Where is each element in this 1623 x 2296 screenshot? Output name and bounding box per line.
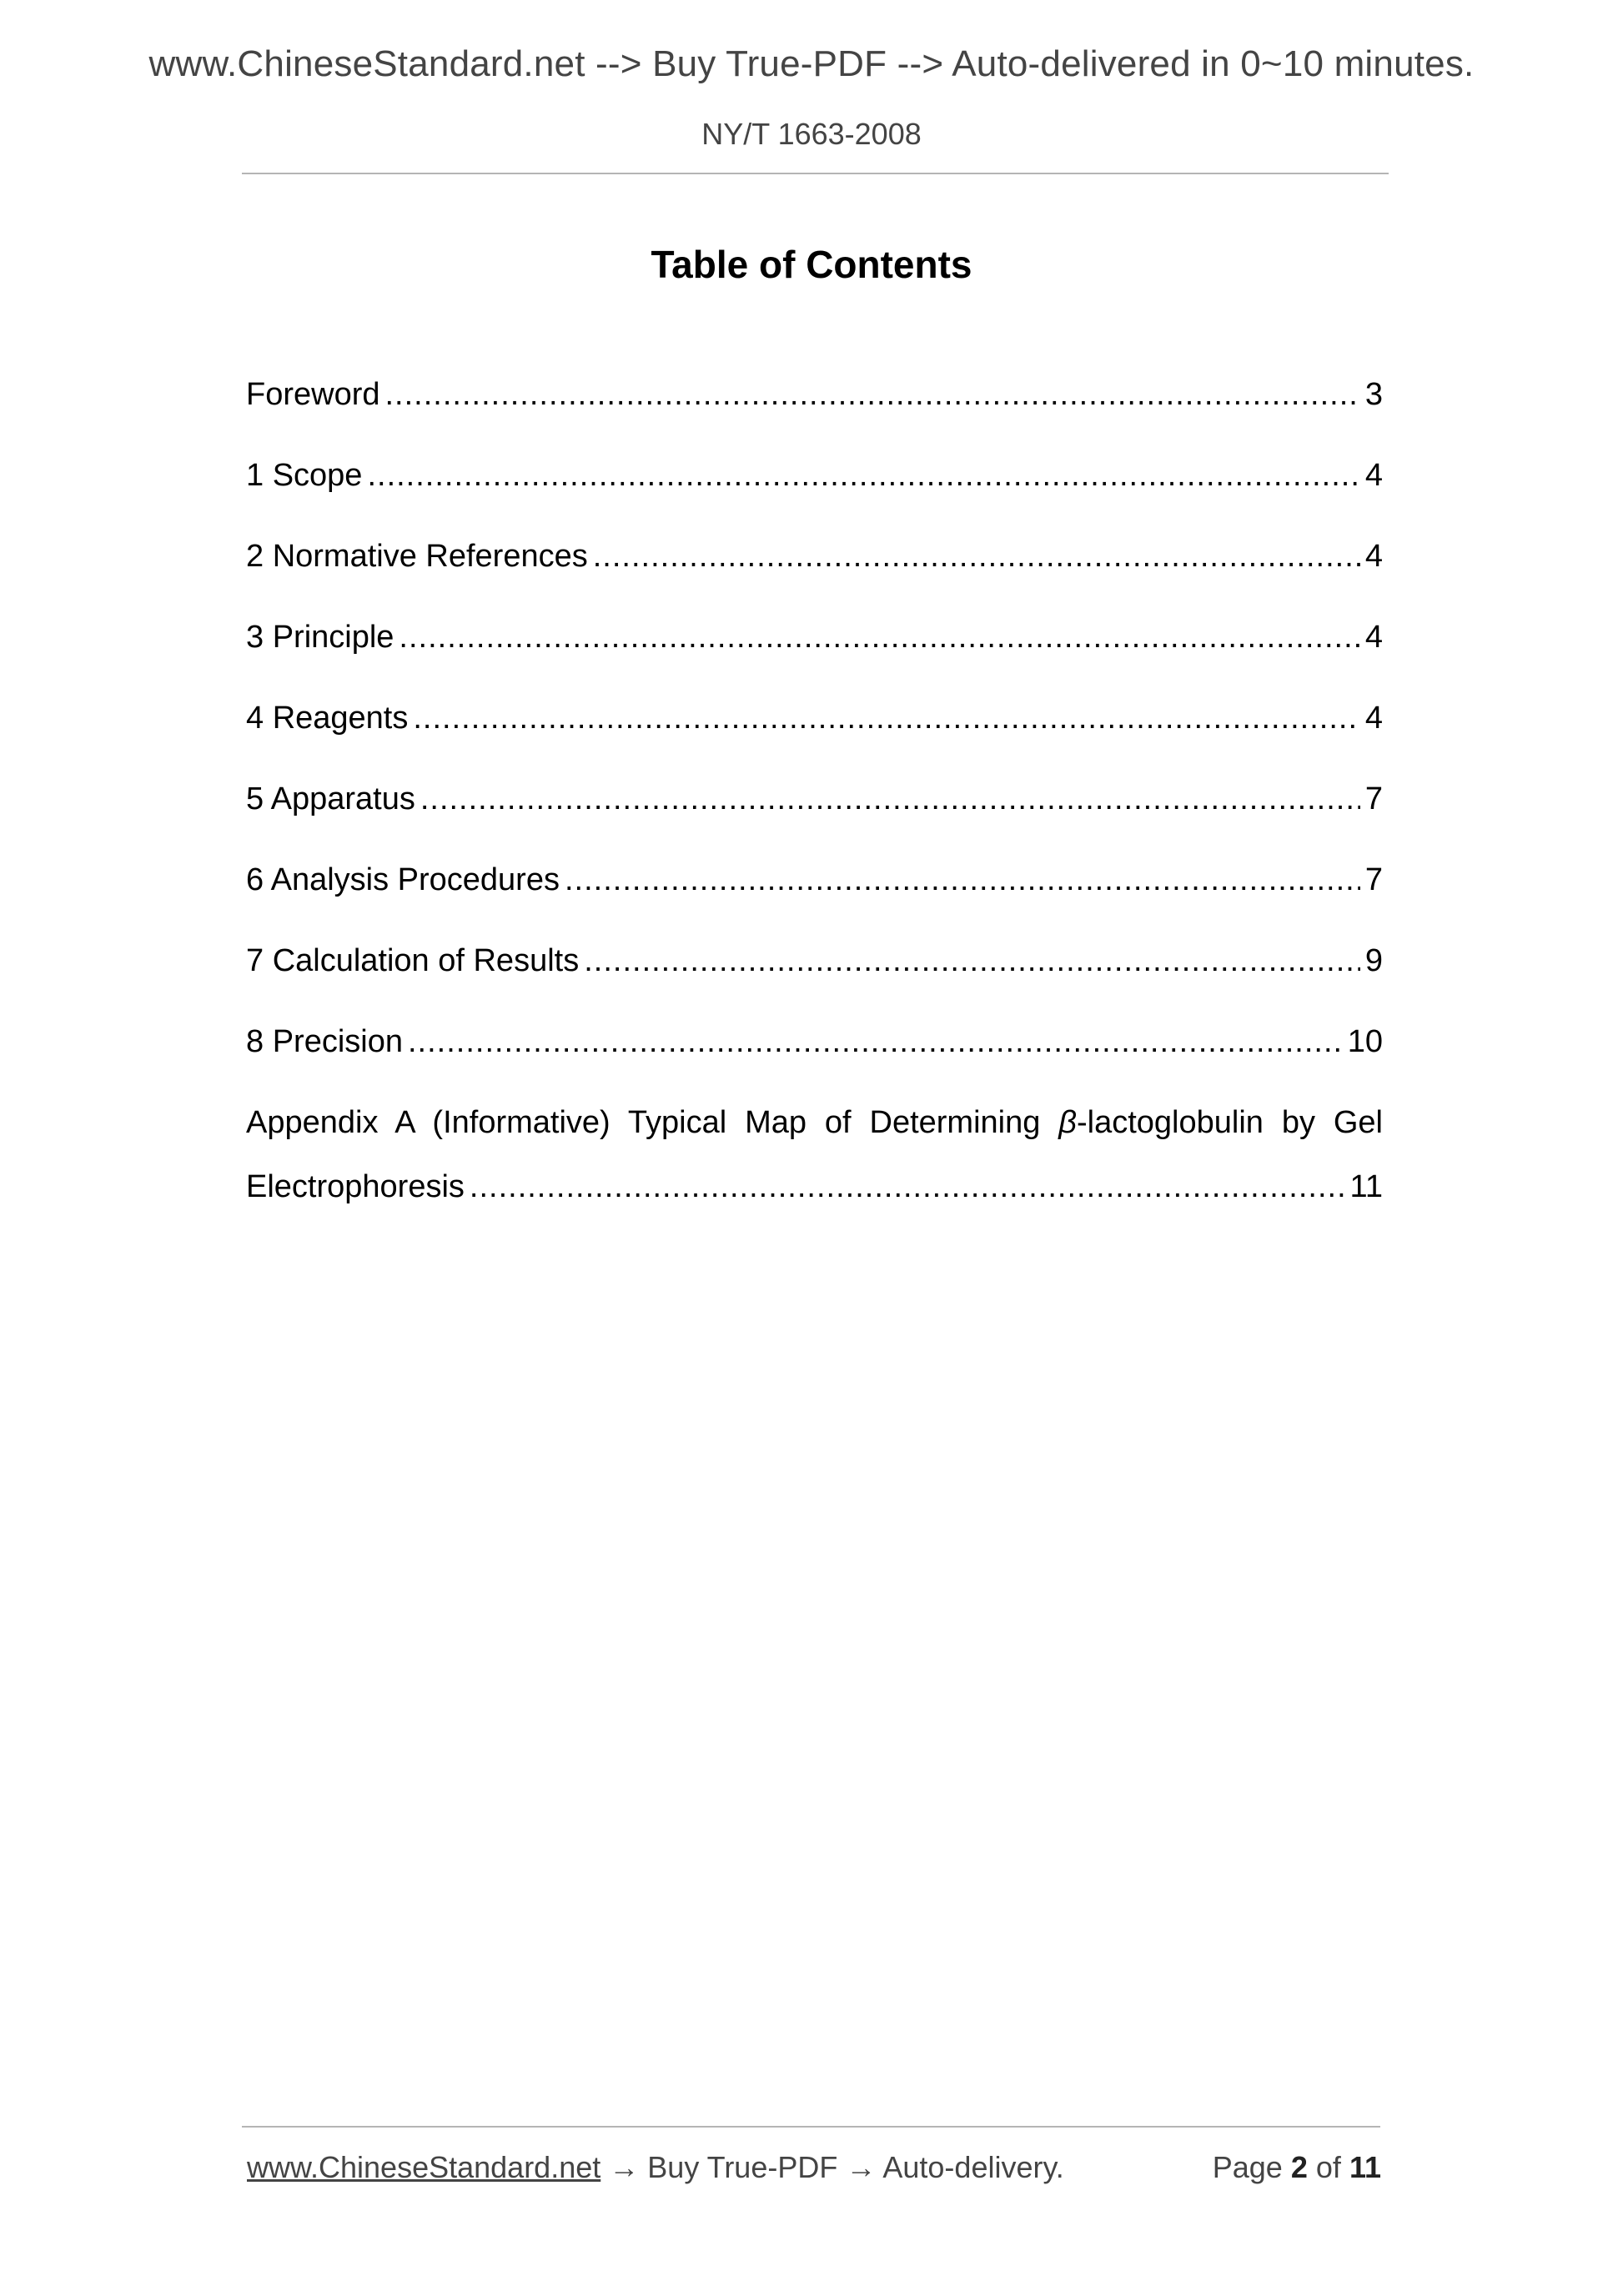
toc-title: Table of Contents bbox=[651, 243, 972, 286]
dot-leader bbox=[399, 618, 1359, 656]
footer-delivery-text: Auto-delivery. bbox=[882, 2150, 1064, 2184]
toc-entry-label: 1 Scope bbox=[246, 458, 363, 493]
toc-entry-label: 7 Calculation of Results bbox=[246, 943, 580, 978]
toc-entry-page: 7 bbox=[1364, 862, 1383, 897]
dot-leader bbox=[420, 780, 1360, 818]
dot-leader bbox=[367, 456, 1359, 495]
dot-leader bbox=[593, 537, 1360, 575]
page-word: Page bbox=[1212, 2150, 1283, 2184]
toc-entry-label: 3 Principle bbox=[246, 620, 394, 655]
appendix-title-prefix: Appendix A (Informative) Typical Map of Determining bbox=[246, 1105, 1059, 1140]
toc-entry-label: 6 Analysis Procedures bbox=[246, 862, 560, 897]
toc-entry-principle[interactable] bbox=[246, 618, 1383, 656]
toc-entry-page: 4 bbox=[1364, 620, 1383, 655]
dot-leader bbox=[408, 1022, 1343, 1061]
toc-entry-page: 3 bbox=[1364, 377, 1383, 412]
toc-entry-label: 2 Normative References bbox=[246, 539, 588, 574]
dot-leader bbox=[413, 699, 1359, 737]
header-divider bbox=[242, 173, 1389, 174]
footer-left bbox=[247, 2150, 1064, 2185]
toc-entry-analysis-procedures[interactable] bbox=[246, 861, 1383, 899]
toc-entry-page: 9 bbox=[1364, 943, 1383, 978]
toc-entry-scope[interactable] bbox=[246, 456, 1383, 495]
standard-code: NY/T 1663-2008 bbox=[701, 117, 922, 151]
page-current: 2 bbox=[1290, 2150, 1308, 2184]
top-banner: www.ChineseStandard.net --> Buy True-PDF --> Auto-delivered in 0~10 minutes. bbox=[148, 43, 1475, 84]
toc-entry-foreword[interactable] bbox=[246, 375, 1383, 414]
table-of-contents bbox=[246, 375, 1383, 1206]
page-number bbox=[1213, 2150, 1381, 2185]
dot-leader bbox=[385, 375, 1360, 414]
toc-entry-page: 11 bbox=[1349, 1169, 1383, 1204]
toc-entry-apparatus[interactable] bbox=[246, 780, 1383, 818]
toc-entry-label: 5 Apparatus bbox=[246, 781, 415, 816]
appendix-title-line-1 bbox=[246, 1103, 1383, 1142]
toc-entry-page: 4 bbox=[1364, 539, 1383, 574]
page-footer bbox=[247, 2150, 1381, 2185]
toc-entry-label: 4 Reagents bbox=[246, 701, 409, 736]
toc-entry-label: 8 Precision bbox=[246, 1024, 403, 1059]
toc-entry-normative-references[interactable] bbox=[246, 537, 1383, 575]
dot-leader bbox=[470, 1168, 1345, 1206]
toc-entry-page: 7 bbox=[1364, 781, 1383, 816]
appendix-title-line-2 bbox=[246, 1168, 1383, 1206]
of-word: of bbox=[1315, 2150, 1341, 2184]
toc-entry-page: 4 bbox=[1364, 458, 1383, 493]
toc-entry-reagents[interactable] bbox=[246, 699, 1383, 737]
dot-leader bbox=[584, 942, 1360, 980]
arrow-right-icon: → bbox=[846, 2150, 877, 2184]
beta-symbol: β bbox=[1058, 1105, 1077, 1140]
arrow-right-icon: → bbox=[609, 2150, 640, 2184]
toc-entry-page: 4 bbox=[1364, 701, 1383, 736]
toc-entry-label: Foreword bbox=[246, 377, 380, 412]
footer-site-link[interactable]: www.ChineseStandard.net bbox=[247, 2150, 601, 2184]
appendix-title-continuation: Electrophoresis bbox=[246, 1169, 465, 1204]
toc-entry-appendix-a[interactable] bbox=[246, 1103, 1383, 1206]
toc-entry-page: 10 bbox=[1347, 1024, 1383, 1059]
footer-buy-text: Buy True-PDF bbox=[647, 2150, 838, 2184]
appendix-title-suffix: -lactoglobulin by Gel bbox=[1077, 1105, 1383, 1140]
page-total: 11 bbox=[1349, 2150, 1381, 2184]
toc-entry-precision[interactable] bbox=[246, 1022, 1383, 1061]
footer-divider bbox=[242, 2126, 1380, 2128]
toc-entry-calculation-of-results[interactable] bbox=[246, 942, 1383, 980]
dot-leader bbox=[565, 861, 1360, 899]
